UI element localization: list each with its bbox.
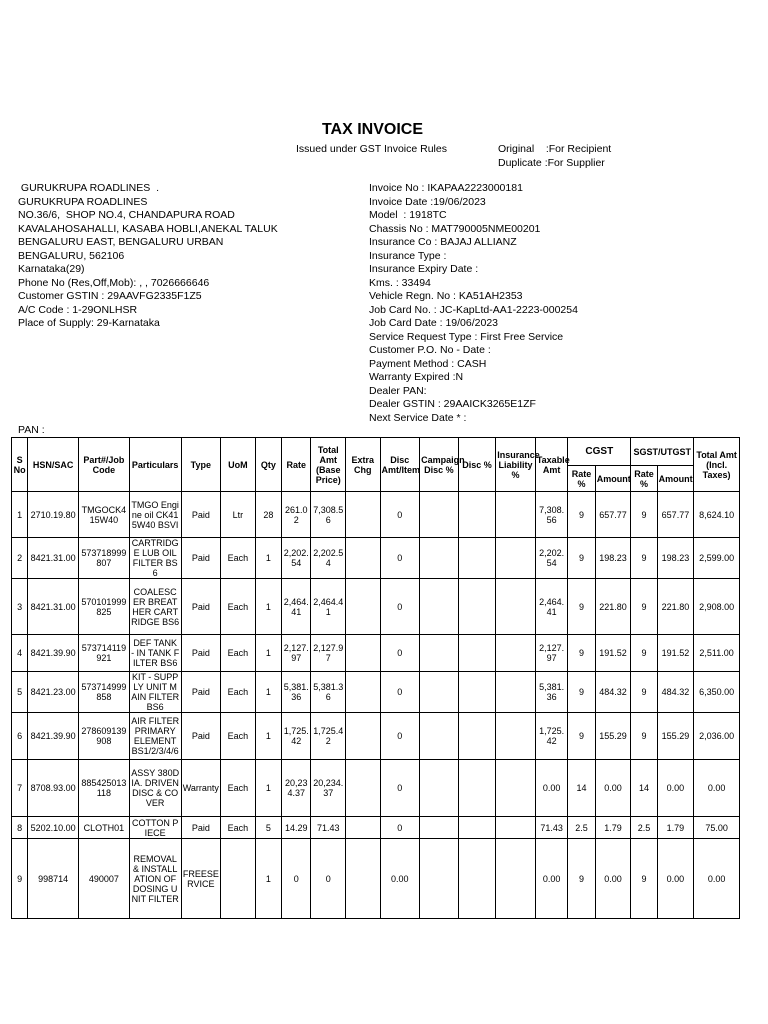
cell-extra	[346, 492, 381, 538]
cell-insurance	[496, 635, 536, 672]
invoice-info-line: Next Service Date * :	[369, 411, 467, 424]
cell-cgst-amount: 191.52	[595, 635, 631, 672]
cell-cgst-rate: 14	[568, 760, 595, 817]
cell-part: 573714119921	[79, 635, 130, 672]
cell-insurance	[496, 760, 536, 817]
cell-campaign	[420, 817, 459, 839]
customer-line: Customer GSTIN : 29AAVFG2335F1Z5	[18, 290, 202, 302]
cell-taxable: 1,725.42	[535, 713, 567, 760]
cell-insurance	[496, 538, 536, 579]
cell-sno: 9	[12, 839, 28, 919]
cell-part: TMGOCK415W40	[79, 492, 130, 538]
cell-disc-item: 0	[380, 672, 420, 713]
cell-type: Paid	[181, 713, 221, 760]
cell-total-amt: 2,127.97	[311, 635, 346, 672]
customer-line: KAVALAHOSAHALLI, KASABA HOBLI,ANEKAL TALUK	[18, 222, 278, 235]
invoice-title: TAX INVOICE	[321, 121, 424, 138]
cell-disc-pct	[458, 817, 496, 839]
cell-cgst-amount: 155.29	[595, 713, 631, 760]
cell-disc-item: 0	[380, 538, 420, 579]
header-uom: UoM	[221, 438, 256, 492]
cell-sgst-amount: 155.29	[657, 713, 694, 760]
table-row	[12, 713, 740, 760]
customer-line: GURUKRUPA ROADLINES .	[18, 182, 160, 194]
cell-uom: Each	[221, 538, 256, 579]
cell-particulars: COALESCER BREATHER CARTRIDGE BS6	[129, 579, 181, 635]
cell-rate: 20,234.37	[282, 760, 311, 817]
cell-total-amt: 71.43	[311, 817, 346, 839]
header-hsn: HSN/SAC	[28, 438, 79, 492]
cell-rate: 1,725.42	[282, 713, 311, 760]
customer-line: NO.36/6, SHOP NO.4, CHANDAPURA ROAD	[18, 209, 235, 221]
header-particulars: Particulars	[129, 438, 181, 492]
cell-type: Paid	[181, 492, 221, 538]
header-part: Part#/Job Code	[79, 438, 130, 492]
cell-total-incl: 2,599.00	[694, 538, 740, 579]
cell-extra	[346, 672, 381, 713]
cell-insurance	[496, 492, 536, 538]
cell-uom: Each	[221, 817, 256, 839]
invoice-info-line: Job Card Date : 19/06/2023	[369, 317, 499, 329]
cell-extra	[346, 839, 381, 919]
cell-campaign	[420, 713, 459, 760]
invoice-info-line: Vehicle Regn. No : KA51AH2353	[369, 290, 523, 302]
header-sgst-amount: Amount	[657, 466, 694, 492]
customer-line: GURUKRUPA ROADLINES	[18, 195, 148, 208]
header-type: Type	[181, 438, 221, 492]
cell-uom: Each	[221, 579, 256, 635]
items-table	[11, 437, 740, 919]
cell-rate: 261.02	[282, 492, 311, 538]
cell-cgst-amount: 0.00	[595, 760, 631, 817]
invoice-info-line: Kms. : 33494	[369, 276, 431, 289]
cell-uom	[221, 839, 256, 919]
cell-sgst-rate: 9	[631, 538, 657, 579]
customer-line: Place of Supply: 29-Karnataka	[18, 317, 160, 329]
cell-taxable: 0.00	[535, 760, 567, 817]
cell-taxable: 2,464.41	[535, 579, 567, 635]
cell-hsn: 8708.93.00	[28, 760, 79, 817]
cell-sgst-rate: 9	[631, 713, 657, 760]
table-row	[12, 579, 740, 635]
cell-sno: 3	[12, 579, 28, 635]
cell-cgst-rate: 9	[568, 579, 595, 635]
cell-disc-item: 0	[380, 817, 420, 839]
cell-uom: Each	[221, 760, 256, 817]
cell-rate: 2,202.54	[282, 538, 311, 579]
cell-hsn: 8421.31.00	[28, 579, 79, 635]
cell-sno: 5	[12, 672, 28, 713]
cell-campaign	[420, 672, 459, 713]
header-cgst-rate: Rate %	[568, 466, 595, 492]
cell-qty: 1	[255, 713, 281, 760]
header-disc-pct: Disc %	[458, 438, 496, 492]
invoice-info-line: Insurance Co : BAJAJ ALLIANZ	[369, 236, 517, 248]
cell-hsn: 5202.10.00	[28, 817, 79, 839]
table-row	[12, 538, 740, 579]
cell-insurance	[496, 713, 536, 760]
cell-cgst-rate: 9	[568, 713, 595, 760]
invoice-info-line: Job Card No. : JC-KapLtd-AA1-2223-000254	[369, 303, 578, 316]
cell-cgst-rate: 2.5	[568, 817, 595, 839]
cell-particulars: AIR FILTER PRIMARY ELEMENT BS1/2/3/4/6	[129, 713, 181, 760]
cell-part: CLOTH01	[79, 817, 130, 839]
cell-particulars: KIT - SUPPLY UNIT MAIN FILTER BS6	[131, 672, 180, 712]
cell-hsn: 8421.39.90	[28, 635, 79, 672]
cell-insurance	[496, 672, 536, 713]
invoice-info-line: Warranty Expired :N	[369, 371, 464, 383]
cell-hsn: 998714	[28, 839, 79, 919]
cell-type: Paid	[181, 635, 221, 672]
cell-campaign	[420, 492, 459, 538]
cell-hsn: 8421.23.00	[28, 672, 79, 713]
cell-qty: 1	[255, 760, 281, 817]
copy-duplicate: Duplicate :For Supplier	[498, 156, 605, 169]
invoice-info-line: Insurance Type :	[369, 249, 447, 262]
cell-insurance	[496, 839, 536, 919]
cell-taxable: 0.00	[535, 839, 567, 919]
cell-cgst-amount: 0.00	[595, 839, 631, 919]
customer-line: BENGALURU, 562106	[18, 249, 125, 262]
cell-qty: 28	[255, 492, 281, 538]
invoice-info-line: Dealer GSTIN : 29AAICK3265E1ZF	[369, 398, 536, 410]
cell-rate: 2,464.41	[282, 579, 311, 635]
cell-total-amt: 1,725.42	[311, 713, 346, 760]
cell-total-amt: 0	[311, 839, 346, 919]
cell-extra	[346, 635, 381, 672]
cell-disc-item: 0	[380, 492, 420, 538]
cell-hsn: 8421.31.00	[28, 538, 79, 579]
cell-extra	[346, 538, 381, 579]
cell-cgst-amount: 484.32	[595, 672, 631, 713]
cell-qty: 1	[255, 579, 281, 635]
cell-total-amt: 5,381.36	[311, 672, 346, 713]
cell-total-incl: 2,908.00	[694, 579, 740, 635]
cell-disc-pct	[458, 538, 496, 579]
cell-sgst-amount: 221.80	[657, 579, 694, 635]
invoice-info-line: Payment Method : CASH	[369, 357, 487, 370]
cell-sno: 6	[12, 713, 28, 760]
cell-sgst-amount: 0.00	[657, 839, 694, 919]
cell-taxable: 2,127.97	[535, 635, 567, 672]
customer-line: BENGALURU EAST, BENGALURU URBAN	[18, 236, 224, 248]
cell-total-incl: 2,511.00	[694, 635, 740, 672]
invoice-details	[369, 182, 578, 425]
cell-type: FREESERVICE	[181, 839, 221, 919]
header-sno: S No	[12, 438, 28, 492]
cell-campaign	[420, 839, 459, 919]
header-total-incl: Total Amt (Incl. Taxes)	[694, 438, 740, 492]
cell-disc-pct	[458, 672, 496, 713]
cell-particulars: REMOVAL & INSTALLATION OF DOSING UNIT FILTER	[129, 839, 181, 919]
header-cgst: CGST	[568, 438, 631, 466]
cell-insurance	[496, 579, 536, 635]
cell-hsn: 2710.19.80	[28, 492, 79, 538]
cell-disc-pct	[458, 492, 496, 538]
cell-taxable: 7,308.56	[535, 492, 567, 538]
customer-line: Phone No (Res,Off,Mob): , , 7026666646	[18, 276, 210, 289]
cell-qty: 1	[255, 672, 281, 713]
cell-sgst-rate: 9	[631, 492, 657, 538]
cell-type: Paid	[181, 817, 221, 839]
cell-disc-pct	[458, 839, 496, 919]
cell-sno: 2	[12, 538, 28, 579]
cell-hsn: 8421.39.90	[28, 713, 79, 760]
invoice-info-line: Invoice Date :19/06/2023	[369, 195, 486, 208]
cell-sno: 7	[12, 760, 28, 817]
cell-sno: 8	[12, 817, 28, 839]
cell-total-incl: 75.00	[694, 817, 740, 839]
cell-particulars: COTTON PIECE	[129, 817, 181, 839]
cell-sgst-amount: 1.79	[657, 817, 694, 839]
cell-cgst-rate: 9	[568, 492, 595, 538]
cell-disc-item: 0	[380, 760, 420, 817]
cell-campaign	[420, 579, 459, 635]
cell-type: Paid	[181, 672, 221, 713]
cell-uom: Each	[221, 713, 256, 760]
cell-sgst-amount: 0.00	[657, 760, 694, 817]
header-campaign: Campaign Disc %	[420, 438, 459, 492]
cell-insurance	[496, 817, 536, 839]
header-disc-item: Disc Amt/Item	[380, 438, 420, 492]
cell-extra	[346, 713, 381, 760]
cell-total-incl: 2,036.00	[694, 713, 740, 760]
invoice-subtitle: Issued under GST Invoice Rules	[296, 143, 447, 155]
cell-sno: 1	[12, 492, 28, 538]
invoice-info-line: Model : 1918TC	[369, 209, 447, 221]
invoice-info-line: Customer P.O. No - Date :	[369, 344, 491, 356]
cell-disc-item: 0	[380, 713, 420, 760]
cell-qty: 1	[255, 839, 281, 919]
cell-taxable: 2,202.54	[535, 538, 567, 579]
cell-qty: 5	[255, 817, 281, 839]
cell-type: Paid	[181, 538, 221, 579]
cell-campaign	[420, 635, 459, 672]
cell-sgst-amount: 198.23	[657, 538, 694, 579]
cell-sno: 4	[12, 635, 28, 672]
table-row	[12, 492, 740, 538]
customer-line: Karnataka(29)	[18, 263, 85, 275]
cell-uom: Ltr	[221, 492, 256, 538]
cell-uom: Each	[221, 672, 256, 713]
header-cgst-amount: Amount	[595, 466, 631, 492]
table-row	[12, 839, 740, 919]
invoice-info-line: Service Request Type : First Free Service	[369, 330, 564, 343]
cell-qty: 1	[255, 635, 281, 672]
cell-particulars: TMGO Engine oil CK415W40 BSVI	[129, 492, 181, 538]
cell-disc-pct	[458, 635, 496, 672]
cell-total-amt: 2,464.41	[311, 579, 346, 635]
cell-uom: Each	[221, 635, 256, 672]
cell-sgst-amount: 657.77	[657, 492, 694, 538]
cell-taxable: 5,381.36	[535, 672, 567, 713]
invoice-info-line: Invoice No : IKAPAA2223000181	[369, 182, 523, 194]
cell-cgst-rate: 9	[568, 538, 595, 579]
invoice-info-line: Insurance Expiry Date :	[369, 263, 479, 275]
cell-cgst-amount: 221.80	[595, 579, 631, 635]
cell-total-amt: 20,234.37	[311, 760, 346, 817]
cell-total-incl: 0.00	[694, 760, 740, 817]
cell-type: Paid	[181, 579, 221, 635]
cell-sgst-rate: 9	[631, 672, 657, 713]
invoice-info-line: Chassis No : MAT790005NME00201	[369, 222, 541, 235]
cell-total-incl: 6,350.00	[694, 672, 740, 713]
cell-disc-pct	[458, 713, 496, 760]
header-insurance: Insurance Liability %	[496, 438, 536, 492]
cell-total-amt: 2,202.54	[311, 538, 346, 579]
cell-cgst-amount: 1.79	[595, 817, 631, 839]
cell-part: 278609139908	[79, 713, 130, 760]
customer-details	[18, 182, 278, 331]
cell-total-incl: 0.00	[694, 839, 740, 919]
table-row	[12, 672, 740, 713]
cell-rate: 0	[282, 839, 311, 919]
cell-cgst-amount: 657.77	[595, 492, 631, 538]
header-total-amt: Total Amt (Base Price)	[311, 438, 346, 492]
header-taxable: Taxable Amt	[535, 438, 567, 492]
cell-total-amt: 7,308.56	[311, 492, 346, 538]
cell-sgst-amount: 484.32	[657, 672, 694, 713]
table-row	[12, 760, 740, 817]
cell-qty: 1	[255, 538, 281, 579]
cell-part: 570101999825	[79, 579, 130, 635]
cell-type: Warranty	[181, 760, 221, 817]
cell-cgst-amount: 198.23	[595, 538, 631, 579]
cell-campaign	[420, 538, 459, 579]
customer-line: A/C Code : 1-29ONLHSR	[18, 303, 138, 316]
cell-sgst-rate: 9	[631, 579, 657, 635]
table-row	[12, 635, 740, 672]
pan-label: PAN :	[18, 424, 45, 436]
cell-disc-item: 0	[380, 579, 420, 635]
cell-sgst-rate: 2.5	[631, 817, 657, 839]
items-body	[12, 492, 740, 919]
copy-designation	[498, 143, 611, 170]
cell-part: 490007	[79, 839, 130, 919]
table-row	[12, 817, 740, 839]
cell-total-incl: 8,624.10	[694, 492, 740, 538]
cell-sgst-rate: 9	[631, 839, 657, 919]
cell-part: 885425013118	[79, 760, 130, 817]
copy-original: Original :For Recipient	[498, 143, 612, 155]
cell-particulars: DEF TANK - IN TANK FILTER BS6	[129, 635, 181, 672]
cell-campaign	[420, 760, 459, 817]
cell-particulars: ASSY 380DIA. DRIVEN DISC & COVER	[129, 760, 181, 817]
cell-extra	[346, 817, 381, 839]
cell-rate: 2,127.97	[282, 635, 311, 672]
cell-part: 573718999807	[79, 538, 130, 579]
cell-cgst-rate: 9	[568, 839, 595, 919]
cell-disc-item: 0.00	[380, 839, 420, 919]
header-qty: Qty	[255, 438, 281, 492]
cell-extra	[346, 579, 381, 635]
invoice-info-line: Dealer PAN:	[369, 384, 427, 397]
cell-part: 573714999858	[79, 672, 130, 713]
cell-particulars: CARTRIDGE LUB OIL FILTER BS6	[129, 538, 181, 579]
header-sgst: SGST/UTGST	[631, 438, 694, 466]
cell-disc-pct	[458, 579, 496, 635]
cell-cgst-rate: 9	[568, 672, 595, 713]
cell-extra	[346, 760, 381, 817]
cell-disc-pct	[458, 760, 496, 817]
cell-disc-item: 0	[380, 635, 420, 672]
cell-sgst-rate: 14	[631, 760, 657, 817]
header-rate: Rate	[282, 438, 311, 492]
header-sgst-rate: Rate %	[631, 466, 657, 492]
cell-rate: 14.29	[282, 817, 311, 839]
cell-rate: 5,381.36	[282, 672, 311, 713]
cell-sgst-rate: 9	[631, 635, 657, 672]
header-extra: Extra Chg	[346, 438, 381, 492]
cell-sgst-amount: 191.52	[657, 635, 694, 672]
cell-taxable: 71.43	[535, 817, 567, 839]
cell-cgst-rate: 9	[568, 635, 595, 672]
